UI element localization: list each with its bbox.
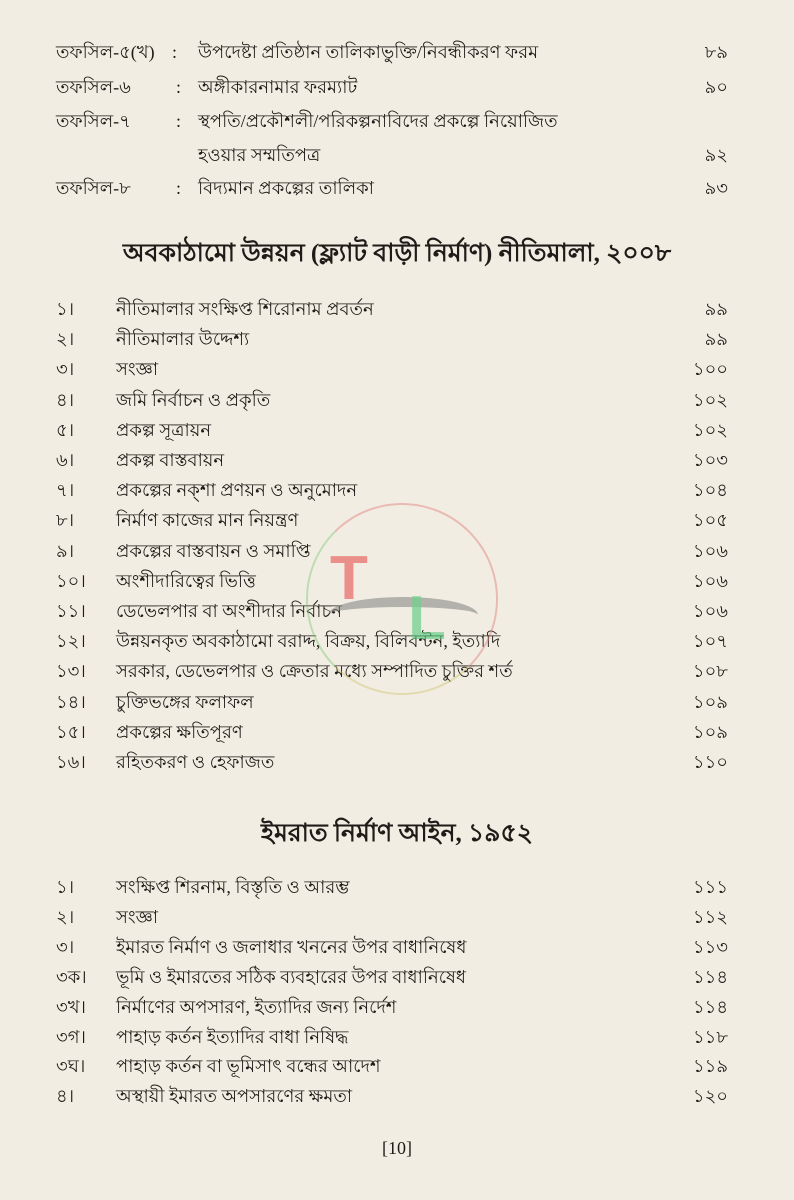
toc-row [0, 294, 794, 324]
item-title: নীতিমালার সংক্ষিপ্ত শিরোনাম প্রবর্তন [116, 299, 374, 319]
item-number: ৫। [56, 419, 75, 440]
item-title: উন্নয়নকৃত অবকাঠামো বরাদ্দ, বিক্রয়, বিলিবন্টন, ইত্যাদি [116, 631, 501, 652]
page-number: ১১৮ [692, 1026, 728, 1047]
item-number: ৩গ। [56, 1026, 86, 1047]
item-title: ইমারত নির্মাণ ও জলাধার খননের উপর বাধানিষেধ [116, 936, 467, 957]
item-number: ৮। [56, 510, 75, 531]
page-footer-number: [10] [382, 1138, 412, 1158]
page-number: ১০৪ [692, 480, 728, 501]
schedule-label: তফসিল-৬ [56, 77, 131, 97]
page-number: ৯০ [704, 77, 728, 97]
toc-row [0, 656, 794, 686]
toc-row [0, 354, 794, 384]
toc-row [0, 415, 794, 445]
toc-row [0, 1081, 794, 1111]
item-title: নির্মাণ কাজের মান নিয়ন্ত্রণ [116, 510, 299, 531]
toc-row [0, 747, 794, 777]
item-number: ১। [56, 299, 75, 319]
item-number: ৩। [56, 359, 75, 380]
page-number: ১০৬ [692, 540, 728, 561]
toc-row [0, 324, 794, 354]
page-number: ১০২ [692, 419, 728, 440]
toc-row [0, 717, 794, 747]
item-title: প্রকল্পের ক্ষতিপূরণ [116, 721, 243, 742]
item-title: প্রকল্প বাস্তবায়ন [116, 450, 225, 470]
page-number: ১১১ [692, 877, 728, 897]
item-number: ২। [56, 329, 75, 350]
toc-row [0, 872, 794, 902]
page-number: ১০৫ [692, 510, 728, 531]
item-number: ১১। [56, 601, 86, 621]
colon: : [176, 111, 182, 131]
schedule-text: অঙ্গীকারনামার ফরম্যাট [198, 77, 358, 97]
item-title: ভূমি ও ইমারতের সঠিক ব্যবহারের উপর বাধানিষেধ [116, 966, 466, 987]
toc-row [0, 1051, 794, 1081]
item-title: চুক্তিভঙ্গের ফলাফল [116, 691, 254, 712]
schedule-label: তফসিল-৭ [56, 111, 131, 131]
item-number: ১৬। [56, 752, 86, 772]
item-number: ৪। [56, 389, 75, 410]
toc-row [0, 566, 794, 596]
toc-row [0, 475, 794, 505]
schedule-row-continued [0, 140, 794, 170]
page-number: ১০২ [692, 389, 728, 410]
item-title: পাহাড় কর্তন বা ভূমিসাৎ বন্ধের আদেশ [116, 1056, 381, 1077]
section-heading: ইমরাত নির্মাণ আইন, ১৯৫২ [261, 820, 533, 847]
page-number: ১০৯ [692, 691, 728, 712]
page-number: ১০৯ [692, 721, 728, 742]
page-number: ১২০ [692, 1086, 728, 1107]
item-number: ৩। [56, 936, 75, 957]
page-number: ১০৬ [692, 601, 728, 621]
toc-row [0, 596, 794, 626]
toc-row [0, 687, 794, 717]
page-number: ১১২ [692, 906, 728, 927]
schedule-label: তফসিল-৫(খ) [56, 42, 155, 62]
item-number: ৩খ। [56, 996, 86, 1017]
toc-row [0, 626, 794, 656]
toc-row [0, 536, 794, 566]
item-title: নীতিমালার উদ্দেশ্য [116, 329, 250, 350]
item-title: সংজ্ঞা [116, 359, 159, 380]
page-number: ৯৯ [704, 299, 728, 319]
page-number: ১০৩ [692, 450, 728, 470]
schedule-text: স্থপতি/প্রকৌশলী/পরিকল্পনাবিদের প্রকল্পে নিয়োজিত [198, 111, 558, 131]
toc-row [0, 445, 794, 475]
item-title: প্রকল্পের নক্শা প্রণয়ন ও অনুমোদন [116, 480, 358, 501]
item-title: রহিতকরণ ও হেফাজত [116, 752, 275, 772]
schedule-label: তফসিল-৮ [56, 178, 131, 198]
page-number: ১১৪ [692, 996, 728, 1017]
schedule-text: উপদেষ্টা প্রতিষ্ঠান তালিকাভুক্তি/নিবন্ধীকরণ ফরম [198, 42, 539, 62]
page-number: ১১৩ [692, 936, 728, 957]
page-number: ১০০ [692, 359, 728, 380]
page-number: ১১৪ [692, 966, 728, 987]
schedule-row [0, 72, 794, 102]
item-number: ৯। [56, 540, 75, 561]
watermark-letter-l: L [408, 584, 446, 653]
schedule-text: হওয়ার সম্মতিপত্র [198, 145, 321, 165]
toc-row [0, 1022, 794, 1052]
colon: : [176, 178, 182, 198]
item-number: ২। [56, 906, 75, 927]
item-number: ১৫। [56, 721, 86, 742]
page-number: ১১০ [692, 752, 728, 772]
page-number: ৯২ [704, 145, 728, 165]
toc-row [0, 902, 794, 932]
page-number: ৯৩ [704, 178, 728, 198]
item-title: নির্মাণের অপসারণ, ইত্যাদির জন্য নির্দেশ [116, 996, 397, 1017]
page-number: ৮৯ [704, 42, 728, 62]
item-title: প্রকল্পের বাস্তবায়ন ও সমাপ্তি [116, 540, 311, 561]
toc-row [0, 505, 794, 535]
item-title: পাহাড় কর্তন ইত্যাদির বাধা নিষিদ্ধ [116, 1026, 349, 1047]
item-number: ৭। [56, 480, 75, 501]
item-title: সংজ্ঞা [116, 906, 159, 927]
item-number: ৬। [56, 450, 75, 470]
page-number: ১০৬ [692, 570, 728, 591]
toc-row [0, 932, 794, 962]
schedule-text: বিদ্যমান প্রকল্পের তালিকা [198, 178, 374, 198]
item-number: ৩ঘ। [56, 1056, 86, 1077]
item-title: সংক্ষিপ্ত শিরনাম, বিস্তৃতি ও আরম্ভ [116, 877, 350, 897]
toc-row [0, 385, 794, 415]
item-number: ১। [56, 877, 75, 897]
schedule-row [0, 173, 794, 203]
page-number: ১০৭ [692, 631, 728, 652]
item-number: ১৪। [56, 691, 86, 712]
item-title: অংশীদারিত্বের ভিত্তি [116, 570, 256, 591]
watermark-letter-t: T [330, 544, 366, 613]
item-number: ৩ক। [56, 966, 87, 987]
item-number: ১০। [56, 570, 86, 591]
item-number: ১৩। [56, 661, 86, 682]
item-number: ৪। [56, 1086, 75, 1107]
page-number: ১১৯ [692, 1056, 728, 1077]
item-title: ডেভেলপার বা অংশীদার নির্বাচন [116, 601, 342, 621]
schedule-row [0, 37, 794, 67]
item-title: সরকার, ডেভেলপার ও ক্রেতার মধ্যে সম্পাদিত চুক্তির শর্ত [116, 661, 513, 682]
item-title: প্রকল্প সূত্রায়ন [116, 419, 212, 440]
section-heading: অবকাঠামো উন্নয়ন (ফ্ল্যাট বাড়ী নির্মাণ) নীতিমালা, ২০০৮ [122, 240, 672, 267]
item-number: ১২। [56, 631, 86, 652]
schedule-row [0, 106, 794, 136]
page-number: ৯৯ [704, 329, 728, 350]
page-number: ১০৮ [692, 661, 728, 682]
colon: : [176, 77, 182, 97]
toc-row [0, 992, 794, 1022]
toc-row [0, 962, 794, 992]
item-title: জমি নির্বাচন ও প্রকৃতি [116, 389, 271, 410]
colon: : [172, 42, 178, 62]
item-title: অস্থায়ী ইমারত অপসারণের ক্ষমতা [116, 1086, 353, 1107]
